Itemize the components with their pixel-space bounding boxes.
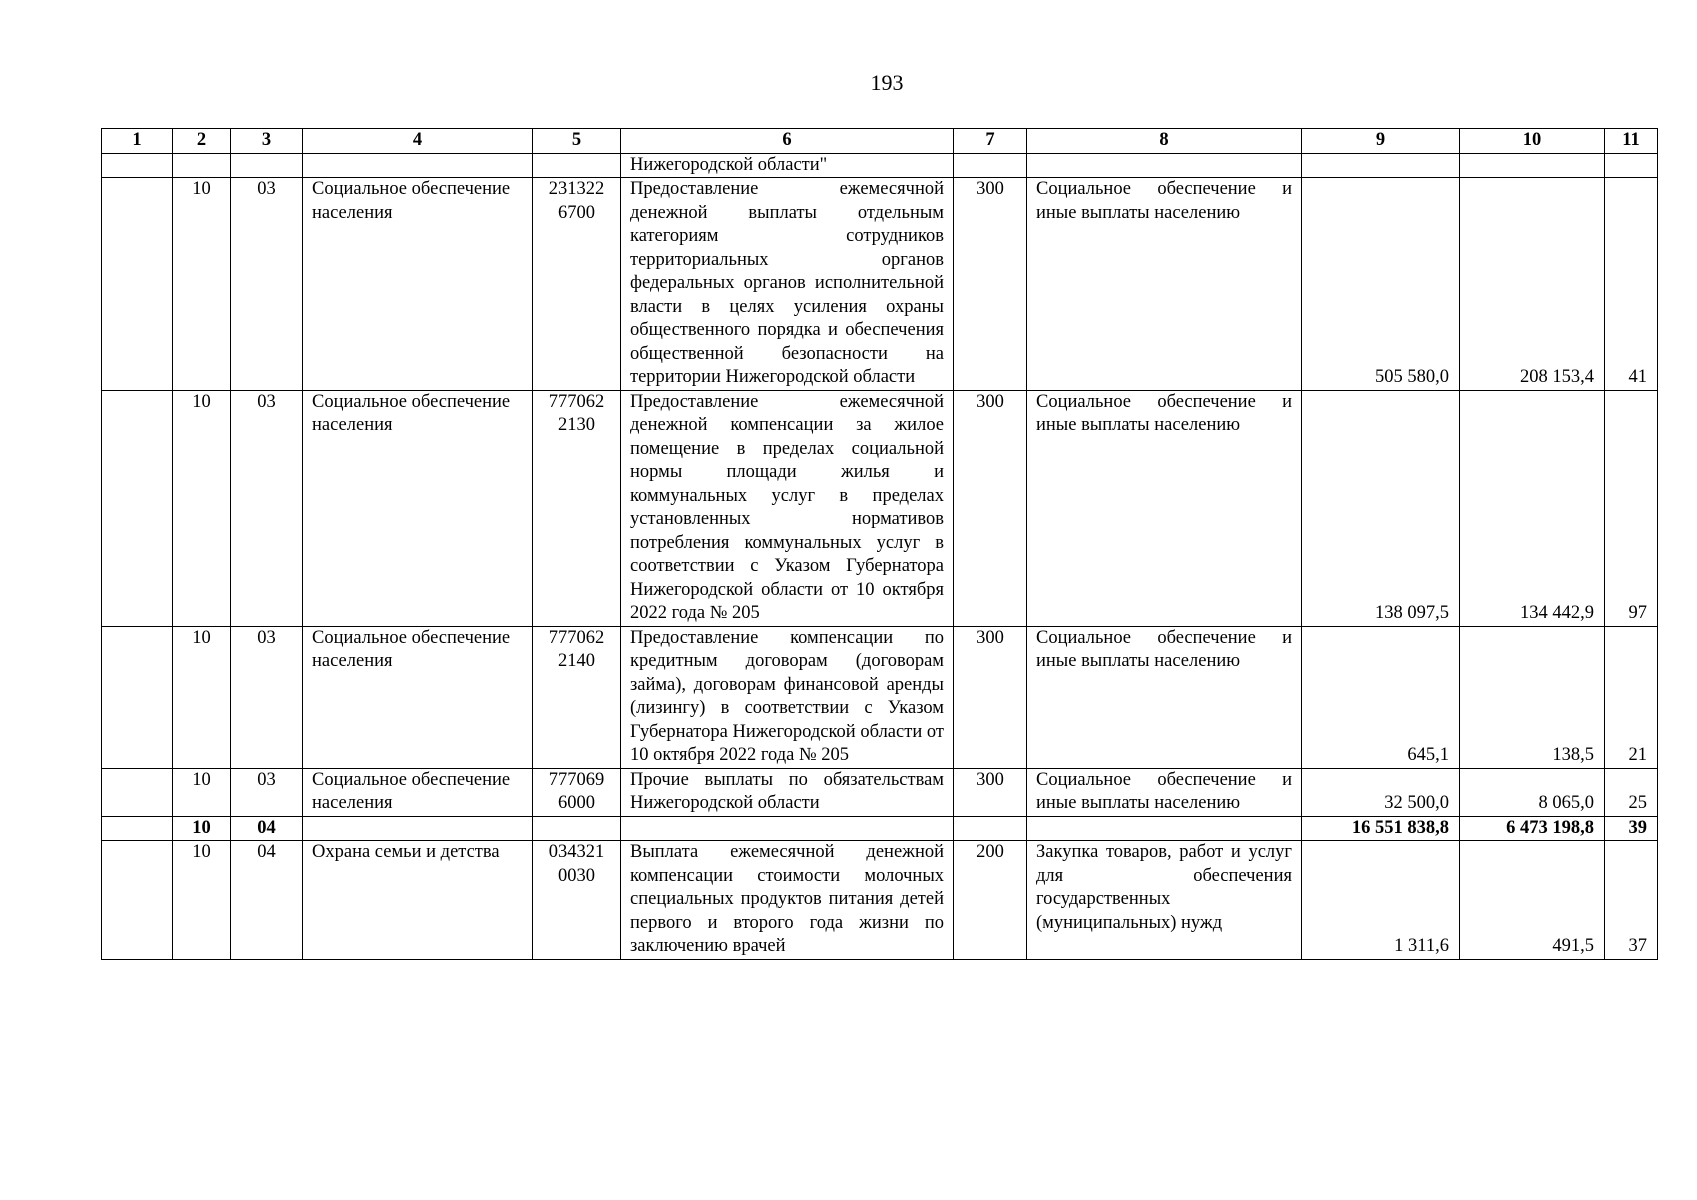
column-header: 11	[1605, 129, 1658, 154]
section-cell: 10	[173, 841, 231, 960]
plan-cell: 645,1	[1302, 626, 1460, 768]
expense-type-name-cell: Социальное обеспечение и иные выплаты населению	[1027, 768, 1302, 816]
column-header: 6	[621, 129, 954, 154]
column-header: 3	[231, 129, 303, 154]
table-row	[102, 768, 1658, 816]
plan-cell: 32 500,0	[1302, 768, 1460, 816]
target-code-cell	[533, 626, 621, 768]
expense-type-name-cell: Социальное обеспечение и иные выплаты населению	[1027, 390, 1302, 626]
percent-cell: 41	[1605, 178, 1658, 391]
target-code-cell	[533, 768, 621, 816]
column-header: 8	[1027, 129, 1302, 154]
expense-type-code-cell: 300	[954, 390, 1027, 626]
section-cell: 10	[173, 768, 231, 816]
actual-cell: 134 442,9	[1460, 390, 1605, 626]
name-cell: Охрана семьи и детства	[303, 841, 533, 960]
actual-cell: 491,5	[1460, 841, 1605, 960]
target-code-part-b: 2130	[558, 415, 595, 435]
expense-type-name-cell: Закупка товаров, работ и услуг для обеспечения государственных (муниципальных) нужд	[1027, 841, 1302, 960]
actual-cell: 138,5	[1460, 626, 1605, 768]
target-code-cell	[533, 178, 621, 391]
subsection-cell: 03	[231, 390, 303, 626]
budget-table	[101, 128, 1658, 960]
subsection-cell: 04	[231, 841, 303, 960]
percent-total-cell: 39	[1605, 816, 1658, 841]
target-code-part-b: 2140	[558, 651, 595, 671]
target-code-part-a: 231322	[548, 179, 605, 199]
target-code-cell	[533, 841, 621, 960]
section-cell: 10	[173, 178, 231, 391]
target-code-part-b: 6700	[558, 202, 595, 223]
plan-cell: 1 311,6	[1302, 841, 1460, 960]
column-header: 10	[1460, 129, 1605, 154]
header-row	[102, 129, 1658, 154]
name-cell: Социальное обеспечение населения	[303, 768, 533, 816]
target-code-part-a: 034321	[548, 842, 605, 862]
target-code-cell	[533, 390, 621, 626]
expense-type-code-cell: 300	[954, 178, 1027, 391]
target-code-part-a: 777069	[548, 769, 605, 790]
percent-cell: 37	[1605, 841, 1658, 960]
page-number: 193	[870, 70, 904, 95]
column-header: 2	[173, 129, 231, 154]
target-code-part-a: 777062	[548, 627, 605, 648]
description-cell: Предоставление ежемесячной денежной компенсации за жилое помещение в пределах социальной нормы площади жилья и коммунальных услуг в пределах установленных нормативов потребления коммунальных услуг в соответствии с Указом Губернатора Нижегородской области от 10 октября 2022 года № 205	[621, 390, 954, 626]
subsection-cell: 03	[231, 768, 303, 816]
section-cell: 10	[173, 390, 231, 626]
table-row	[102, 390, 1658, 626]
name-cell: Социальное обеспечение населения	[303, 178, 533, 391]
expense-type-code-cell: 300	[954, 626, 1027, 768]
name-cell: Социальное обеспечение населения	[303, 390, 533, 626]
column-header: 4	[303, 129, 533, 154]
description-cell: Прочие выплаты по обязательствам Нижегородской области	[621, 768, 954, 816]
target-code-part-a: 777062	[548, 391, 605, 412]
description-cell: Выплата ежемесячной денежной компенсации стоимости молочных специальных продуктов питания детей первого и второго года жизни по заключению врачей	[621, 841, 954, 960]
actual-cell: 8 065,0	[1460, 768, 1605, 816]
percent-cell: 97	[1605, 390, 1658, 626]
expense-type-name-cell: Социальное обеспечение и иные выплаты населению	[1027, 626, 1302, 768]
target-code-part-b: 0030	[558, 865, 595, 886]
table-row	[102, 841, 1658, 960]
column-header: 7	[954, 129, 1027, 154]
target-code-part-b: 6000	[558, 793, 595, 813]
section-cell: 10	[173, 626, 231, 768]
description-cell: Предоставление компенсации по кредитным договорам (договорам займа), договорам финансовой аренды (лизингу) в соответствии с Указом Губернатора Нижегородской области от 10 октября 2022 года № 205	[621, 626, 954, 768]
expense-type-code-cell: 200	[954, 841, 1027, 960]
percent-cell: 25	[1605, 768, 1658, 816]
section-cell: 10	[173, 816, 231, 841]
continuation-text: Нижегородской области"	[621, 153, 954, 178]
expense-type-name-cell: Социальное обеспечение и иные выплаты населению	[1027, 178, 1302, 391]
percent-cell: 21	[1605, 626, 1658, 768]
actual-cell: 208 153,4	[1460, 178, 1605, 391]
column-header: 5	[533, 129, 621, 154]
plan-total-cell: 16 551 838,8	[1302, 816, 1460, 841]
description-cell: Предоставление ежемесячной денежной выплаты отдельным категориям сотрудников территориальных органов федеральных органов исполнительной власти в целях усиления охраны общественного порядка и обеспечения общественной безопасности на территории Нижегородской области	[621, 178, 954, 391]
table-row	[102, 178, 1658, 391]
expense-type-code-cell: 300	[954, 768, 1027, 816]
subsection-cell: 03	[231, 178, 303, 391]
continuation-row	[102, 153, 1658, 178]
name-cell: Социальное обеспечение населения	[303, 626, 533, 768]
subsection-cell: 03	[231, 626, 303, 768]
actual-total-cell: 6 473 198,8	[1460, 816, 1605, 841]
column-header: 1	[102, 129, 173, 154]
column-header: 9	[1302, 129, 1460, 154]
plan-cell: 505 580,0	[1302, 178, 1460, 391]
subsection-cell: 04	[231, 816, 303, 841]
table-row	[102, 626, 1658, 768]
subtotal-row	[102, 816, 1658, 841]
plan-cell: 138 097,5	[1302, 390, 1460, 626]
